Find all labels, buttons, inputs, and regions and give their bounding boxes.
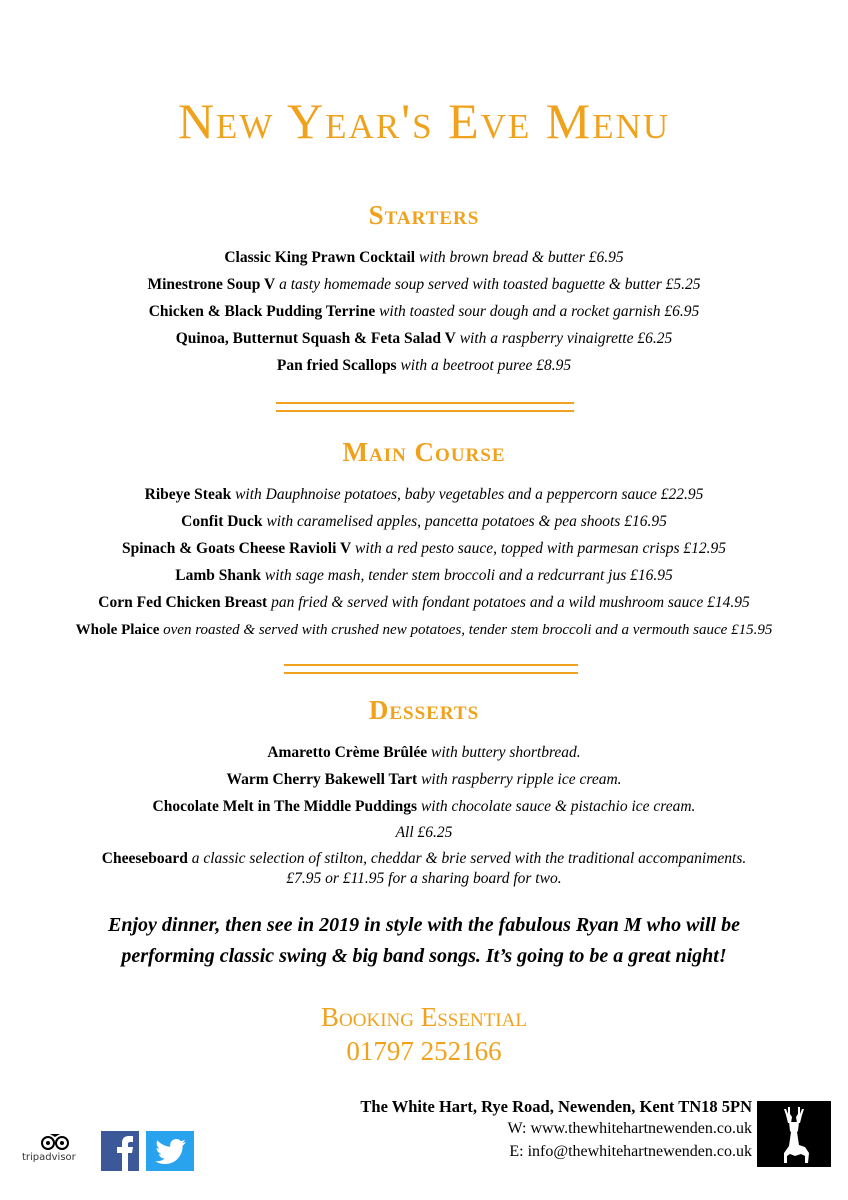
dessert-all-price — [0, 823, 848, 843]
item-name: Corn Fed Chicken Breast — [98, 594, 268, 611]
desserts-heading: Desserts — [368, 695, 480, 725]
item-name: Chicken & Black Pudding Terrine — [148, 303, 376, 320]
item-name: Spinach & Goats Cheese Ravioli V — [121, 540, 352, 557]
item-desc: with toasted sour dough and a rocket garnish £6.95 — [375, 303, 700, 320]
page-title: New Year's Eve Menu — [177, 93, 671, 149]
item-desc: with a beetroot puree £8.95 — [396, 357, 572, 374]
starter-item — [0, 302, 848, 322]
main-course-heading: Main Course — [342, 437, 506, 467]
item-name: Whole Plaice — [75, 622, 160, 638]
item-desc: oven roasted & served with crushed new potatoes, tender stem broccoli and a vermouth sauce £15.95 — [159, 622, 773, 638]
twitter-icon[interactable] — [146, 1131, 194, 1171]
item-desc: with a raspberry vinaigrette £6.25 — [455, 330, 673, 347]
tripadvisor-label: tripadvisor — [22, 1152, 76, 1163]
item-desc: with buttery shortbread. — [427, 744, 581, 761]
main-item — [0, 566, 848, 586]
tripadvisor-icon[interactable] — [18, 1133, 92, 1165]
booking-label: Booking Essential — [321, 1002, 527, 1032]
starter-item — [0, 275, 848, 295]
address: The White Hart, Rye Road, Newenden, Kent TN18 5PN — [360, 1097, 752, 1116]
item-desc: pan fried & served with fondant potatoes and a wild mushroom sauce £14.95 — [267, 594, 750, 611]
dessert-item — [0, 743, 848, 763]
facebook-icon[interactable] — [101, 1131, 139, 1171]
main-item — [0, 485, 848, 505]
item-desc: with raspberry ripple ice cream. — [417, 771, 622, 788]
item-name: Ribeye Steak — [144, 486, 232, 503]
stag-logo — [757, 1101, 831, 1167]
website-link[interactable]: W: www.thewhitehartnewenden.co.uk — [507, 1120, 752, 1137]
main-item — [0, 620, 848, 640]
dessert-item — [0, 797, 848, 817]
cheeseboard-price-text: £7.95 or £11.95 for a sharing board for two. — [286, 870, 562, 887]
main-item — [0, 512, 848, 532]
item-name: Minestrone Soup V — [147, 276, 276, 293]
item-desc: a tasty homemade soup served with toasted baguette & butter £5.25 — [275, 276, 701, 293]
email-link[interactable]: E: info@thewhitehartnewenden.co.uk — [509, 1143, 752, 1160]
starter-item — [0, 248, 848, 268]
item-name: Amaretto Crème Brûlée — [267, 744, 428, 761]
item-desc: with caramelised apples, pancetta potatoes & pea shoots £16.95 — [262, 513, 667, 530]
item-name: Cheeseboard — [101, 850, 188, 867]
promo-line-2: performing classic swing & big band songs. It’s going to be a great night! — [121, 945, 727, 967]
item-name: Warm Cherry Bakewell Tart — [226, 771, 418, 788]
main-item — [0, 593, 848, 613]
all-price-text: All £6.25 — [395, 824, 453, 841]
cheeseboard-price — [0, 869, 848, 889]
cheeseboard-item — [0, 849, 848, 869]
item-desc: with a red pesto sauce, topped with parmesan crisps £12.95 — [351, 540, 727, 557]
item-name: Lamb Shank — [175, 567, 261, 584]
main-item — [0, 539, 848, 559]
starter-item — [0, 329, 848, 349]
item-name: Pan fried Scallops — [276, 357, 397, 374]
item-name: Confit Duck — [181, 513, 263, 530]
item-desc: with chocolate sauce & pistachio ice cream. — [417, 798, 696, 815]
item-desc: with brown bread & butter £6.95 — [415, 249, 624, 266]
section-divider — [284, 664, 578, 674]
item-name: Chocolate Melt in The Middle Puddings — [152, 798, 418, 815]
item-name: Quinoa, Butternut Squash & Feta Salad V — [175, 330, 456, 347]
promo-line-1: Enjoy dinner, then see in 2019 in style with the fabulous Ryan M who will be — [108, 914, 740, 936]
item-desc: a classic selection of stilton, cheddar & brie served with the traditional accompaniments. — [187, 850, 747, 867]
item-desc: with sage mash, tender stem broccoli and a redcurrant jus £16.95 — [261, 567, 673, 584]
item-name: Classic King Prawn Cocktail — [224, 249, 416, 266]
starters-heading: Starters — [368, 200, 480, 230]
dessert-item — [0, 770, 848, 790]
section-divider — [276, 402, 574, 412]
item-desc: with Dauphnoise potatoes, baby vegetables and a peppercorn sauce £22.95 — [231, 486, 704, 503]
booking-phone: 01797 252166 — [346, 1036, 502, 1066]
starter-item — [0, 356, 848, 376]
